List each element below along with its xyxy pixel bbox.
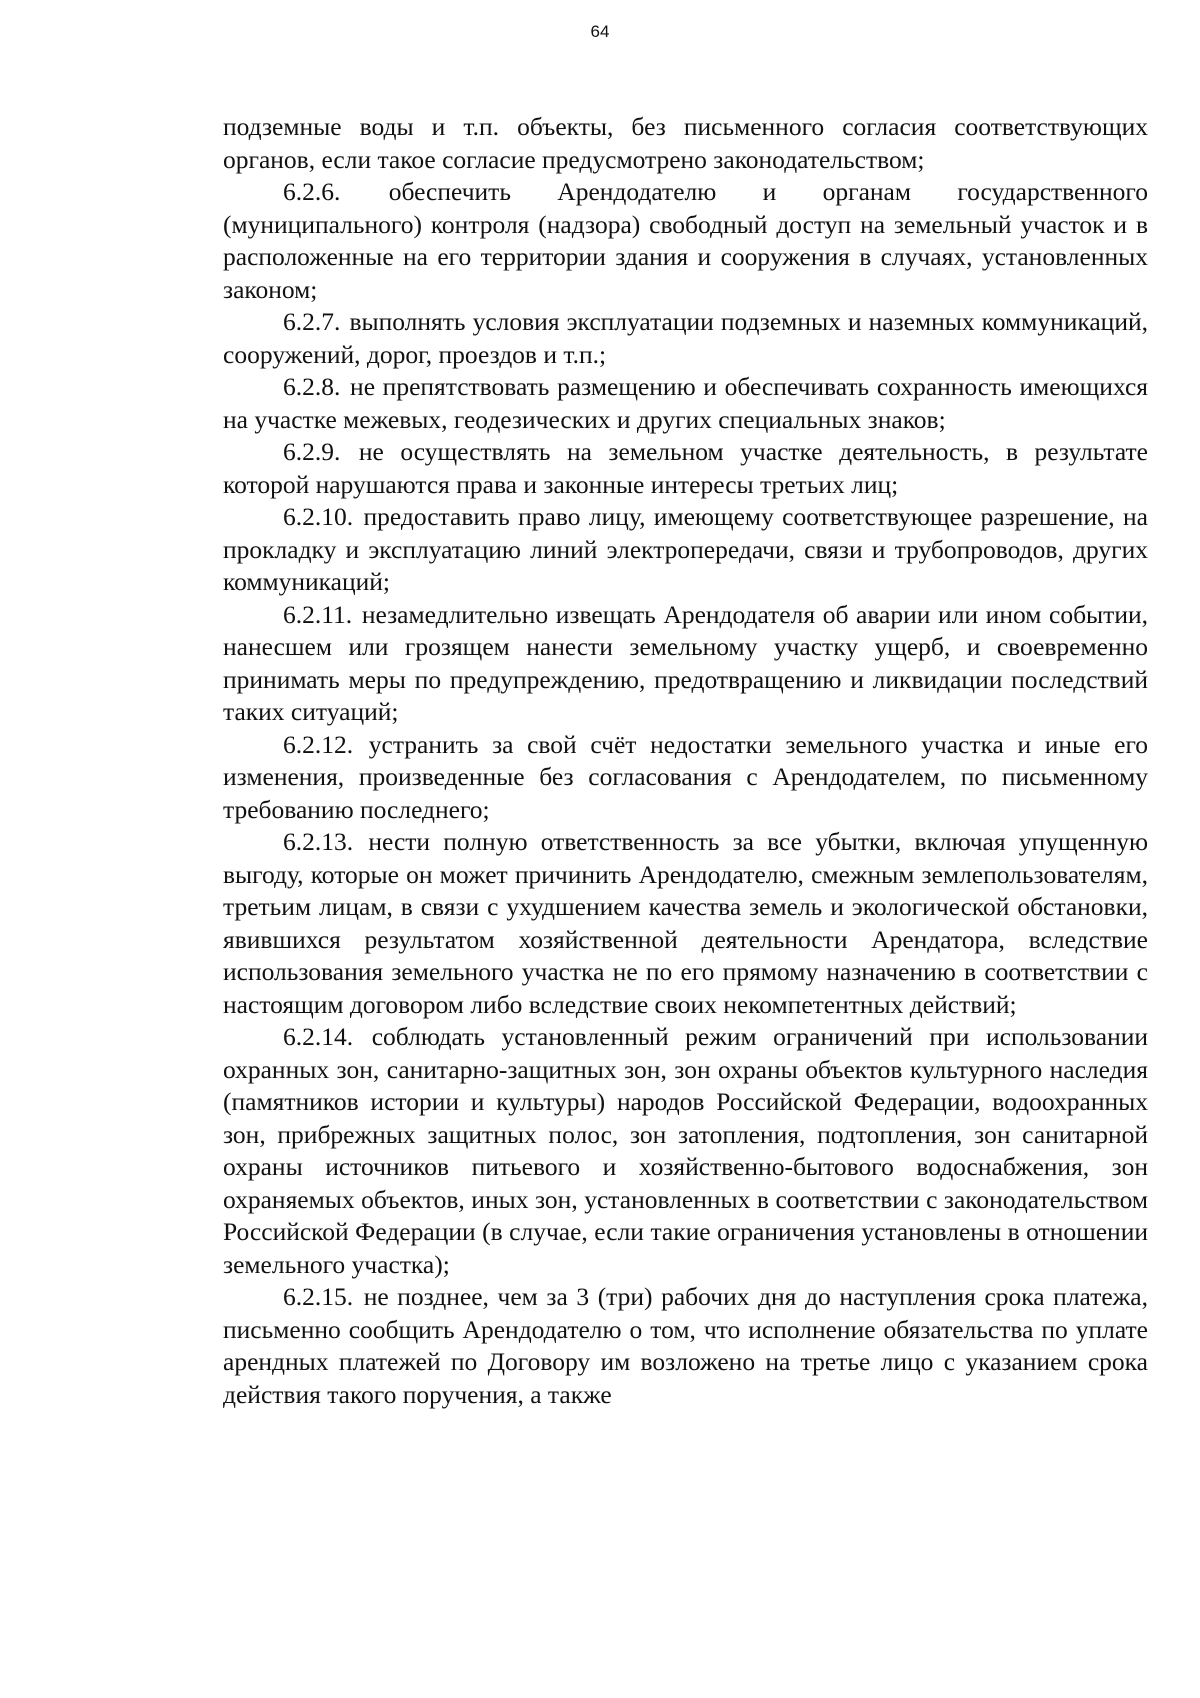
clause-number: 6.2.13. xyxy=(283,827,354,856)
clause-6-2-14 xyxy=(223,1021,1148,1281)
clause-6-2-15 xyxy=(223,1281,1148,1411)
clause-text: незамедлительно извещать Арендодателя об аварии или ином событии, нанесшем или грозящем нанести земельному участку ущерб, и своевременно принимать меры по предупреждению, предотвращению и ликвидации последствий таких ситуаций; xyxy=(223,599,1148,726)
clause-text: предоставить право лицу, имеющему соответствующее разрешение, на прокладку и эксплуатацию линий электропередачи, связи и трубопроводов, других коммуникаций; xyxy=(223,502,1149,596)
clause-text: нести полную ответственность за все убытки, включая упущенную выгоду, которые он может причинить Арендодателю, смежным землепользователям, третьим лицам, в связи с ухудшением качества земель и экологической обстановки, явившихся результатом хозяйственной деятельности Арендатора, вследствие использования земельного участка не по его прямому назначению в соответствии с настоящим договором либо вследствие своих некомпетентных действий; xyxy=(223,827,1148,1019)
clause-text: обеспечить Арендодателю и органам государственного (муниципального) контроля (надзора) свободный доступ на земельный участок и в расположенные на его территории здания и сооружения в случаях, установленных законом; xyxy=(223,177,1148,304)
clause-text: не осуществлять на земельном участке деятельность, в результате которой нарушаются права и законные интересы третьих лиц; xyxy=(223,437,1149,499)
clause-number: 6.2.10. xyxy=(283,502,354,531)
clause-text: выполнять условия эксплуатации подземных и наземных коммуникаций, сооружений, дорог, проездов и т.п.; xyxy=(223,307,1148,369)
clause-text: устранить за свой счёт недостатки земельного участка и иные его изменения, произведенные без согласования с Арендодателем, по письменному требованию последнего; xyxy=(223,729,1149,824)
clause-6-2-10 xyxy=(223,501,1148,599)
clause-6-2-9 xyxy=(223,436,1148,501)
clause-6-2-6 xyxy=(223,176,1148,306)
clause-number: 6.2.6. xyxy=(283,177,341,206)
clause-text: не препятствовать размещению и обеспечивать сохранность имеющихся на участке межевых, геодезических и других специальных знаков; xyxy=(223,372,1149,434)
clause-number: 6.2.12. xyxy=(283,729,354,759)
clause-text: не позднее, чем за 3 (три) рабочих дня до наступления срока платежа, письменно сообщить Арендодателю о том, что исполнение обязательства по уплате арендных платежей по Договору им возложено на третье лицо с указанием срока действия такого поручения, а также xyxy=(223,1282,1148,1409)
paragraph-text: подземные воды и т.п. объекты, без письменного согласия соответствующих органов, если такое согласие предусмотрено законодательством; xyxy=(223,112,1148,174)
clause-number: 6.2.7. xyxy=(283,307,341,336)
clause-6-2-8 xyxy=(223,371,1148,436)
clause-number: 6.2.15. xyxy=(283,1282,354,1311)
clause-text: соблюдать установленный режим ограничений при использовании охранных зон, санитарно-защитных зон, зон охраны объектов культурного наследия (памятников истории и культуры) народов Российской Федерации, водоохранных зон, прибрежных защитных полос, зон затопления, подтопления, зон санитарной охраны источников питьевого и хозяйственно-бытового водоснабжения, зон охраняемых объектов, иных зон, установленных в соответствии с законодательством Российской Федерации (в случае, если такие ограничения установлены в отношении земельного участка); xyxy=(223,1022,1149,1279)
clause-number: 6.2.9. xyxy=(283,437,341,466)
document-body xyxy=(223,111,1148,1411)
clause-number: 6.2.8. xyxy=(283,372,341,401)
clause-6-2-7 xyxy=(223,306,1148,371)
clause-6-2-13 xyxy=(223,826,1148,1021)
paragraph-continuation xyxy=(223,111,1148,176)
page-number: 64 xyxy=(590,22,610,41)
clause-6-2-12 xyxy=(223,729,1148,827)
clause-number: 6.2.14. xyxy=(283,1022,354,1051)
clause-number: 6.2.11. xyxy=(283,599,353,629)
clause-6-2-11 xyxy=(223,599,1148,729)
